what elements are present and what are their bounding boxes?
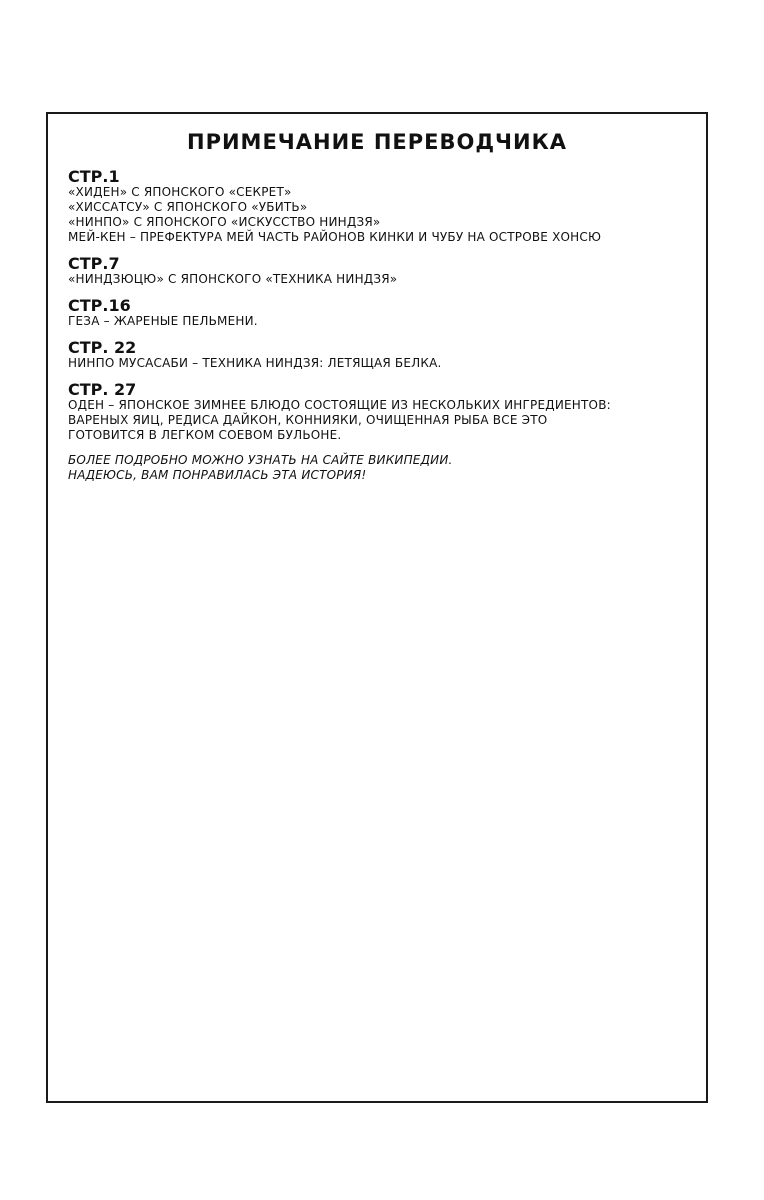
note-line: ГЕЗА – ЖАРЕНЫЕ ПЕЛЬМЕНИ. <box>68 314 258 328</box>
note-line: НИНПО МУСАСАБИ – ТЕХНИКА НИНДЗЯ: ЛЕТЯЩАЯ БЕЛКА. <box>68 356 442 370</box>
note-section-page-22 <box>68 339 692 371</box>
note-section-page-1 <box>68 168 692 245</box>
note-line: ГОТОВИТСЯ В ЛЕГКОМ СОЕВОМ БУЛЬОНЕ. <box>68 428 342 442</box>
closing-line: БОЛЕЕ ПОДРОБНО МОЖНО УЗНАТЬ НА САЙТЕ ВИКИПЕДИИ. <box>68 453 453 467</box>
section-heading: СТР.1 <box>68 167 120 186</box>
closing-note <box>68 453 692 483</box>
page-title: ПРИМЕЧАНИЕ ПЕРЕВОДЧИКА <box>187 130 567 154</box>
note-line: ОДЕН – ЯПОНСКОЕ ЗИМНЕЕ БЛЮДО СОСТОЯЩИЕ ИЗ НЕСКОЛЬКИХ ИНГРЕДИЕНТОВ: <box>68 398 611 412</box>
note-line: «ХИССАТСУ» С ЯПОНСКОГО «УБИТЬ» <box>68 200 308 214</box>
note-section-page-16 <box>68 297 692 329</box>
notes-list <box>68 168 692 483</box>
note-section-page-27 <box>68 381 692 443</box>
notes-frame <box>46 112 708 1103</box>
note-line: «ХИДЕН» С ЯПОНСКОГО «СЕКРЕТ» <box>68 185 292 199</box>
closing-line: НАДЕЮСЬ, ВАМ ПОНРАВИЛАСЬ ЭТА ИСТОРИЯ! <box>68 468 367 482</box>
section-heading: СТР. 27 <box>68 380 137 399</box>
note-line: МЕЙ-КЕН – ПРЕФЕКТУРА МЕЙ ЧАСТЬ РАЙОНОВ КИНКИ И ЧУБУ НА ОСТРОВЕ ХОНСЮ <box>68 230 602 244</box>
note-section-page-7 <box>68 255 692 287</box>
note-line: ВАРЕНЫХ ЯИЦ, РЕДИСА ДАЙКОН, КОННИЯКИ, ОЧИЩЕННАЯ РЫБА ВСЕ ЭТО <box>68 413 548 427</box>
section-heading: СТР. 22 <box>68 338 137 357</box>
section-heading: СТР.7 <box>68 254 120 273</box>
note-line: «НИНДЗЮЦЮ» С ЯПОНСКОГО «ТЕХНИКА НИНДЗЯ» <box>68 272 398 286</box>
note-line: «НИНПО» С ЯПОНСКОГО «ИСКУССТВО НИНДЗЯ» <box>68 215 381 229</box>
section-heading: СТР.16 <box>68 296 131 315</box>
